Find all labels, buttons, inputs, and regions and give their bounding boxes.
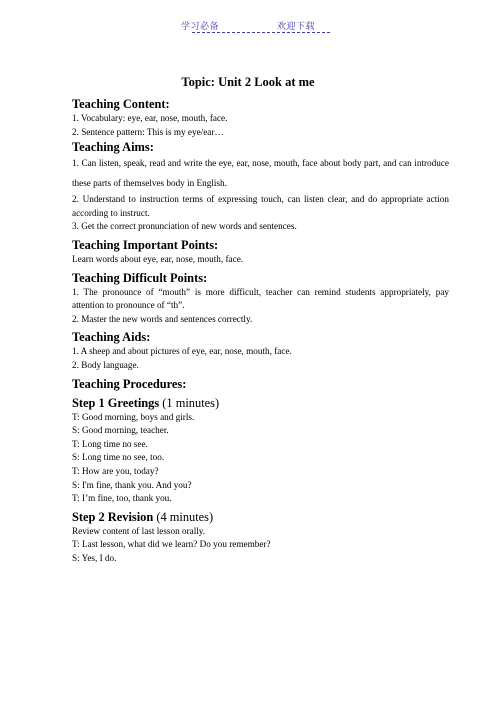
paragraph: T: How are you, today? bbox=[72, 465, 159, 476]
section-heading: Teaching Aids: bbox=[72, 330, 151, 345]
paragraph: 1. Vocabulary: eye, ear, nose, mouth, face. bbox=[72, 113, 228, 123]
step-duration: (4 minutes) bbox=[153, 509, 214, 524]
section-heading bbox=[72, 509, 449, 525]
section-heading: Teaching Difficult Points: bbox=[72, 270, 208, 285]
paragraph: Learn words about eye, ear, nose, mouth, face. bbox=[72, 253, 244, 264]
paragraph: 1. Can listen, speak, read and write the eye, ear, nose, mouth, face about body part, and can introduce these parts of themselves body in English. bbox=[72, 158, 449, 189]
step-title: Step 1 Greetings bbox=[72, 395, 160, 410]
paragraph: 2. Sentence pattern: This is my eye/ear… bbox=[72, 126, 224, 137]
header-left-text: 学习必备 bbox=[180, 22, 219, 32]
step-duration: (1 minutes) bbox=[159, 395, 220, 410]
section-heading bbox=[72, 395, 449, 411]
paragraph: T: Good morning, boys and girls. bbox=[72, 411, 195, 422]
paragraph: 2. Body language. bbox=[72, 359, 139, 370]
header-right-text: 欢迎下载 bbox=[277, 22, 316, 32]
paragraph: S: Good morning, teacher. bbox=[72, 425, 169, 436]
paragraph: 2. Master the new words and sentences correctly. bbox=[72, 313, 253, 324]
section-heading: Teaching Important Points: bbox=[72, 237, 219, 252]
paragraph: T: Long time no see. bbox=[72, 438, 148, 449]
page-header bbox=[0, 19, 496, 32]
paragraph: S: Yes, I do. bbox=[72, 552, 117, 563]
document-body bbox=[72, 96, 449, 565]
paragraph: 1. A sheep and about pictures of eye, ear, nose, mouth, face. bbox=[72, 346, 292, 357]
section-heading: Teaching Content: bbox=[72, 97, 170, 111]
page-title: Topic: Unit 2 Look at me bbox=[181, 75, 315, 89]
paragraph: S: Long time no see, too. bbox=[72, 452, 165, 463]
paragraph: Review content of last lesson orally. bbox=[72, 525, 206, 536]
step-title: Step 2 Revision bbox=[72, 509, 154, 524]
paragraph: T: Last lesson, what did we learn? Do you remember? bbox=[72, 539, 271, 550]
paragraph: T: I’m fine, too, thank you. bbox=[72, 493, 172, 504]
section-heading: Teaching Procedures: bbox=[72, 376, 187, 391]
paragraph: 2. Understand to instruction terms of expressing touch, can listen clear, and do appropriate action according to instruct. bbox=[72, 194, 449, 218]
paragraph: S: I'm fine, thank you. And you? bbox=[72, 479, 192, 490]
header-underline bbox=[192, 32, 330, 33]
section-heading: Teaching Aims: bbox=[72, 140, 154, 155]
paragraph: 3. Get the correct pronunciation of new words and sentences. bbox=[72, 221, 297, 232]
paragraph: 1. The pronounce of “mouth” is more difficult, teacher can remind students appropriately, pay attention to pronounce of “th”. bbox=[72, 286, 449, 311]
